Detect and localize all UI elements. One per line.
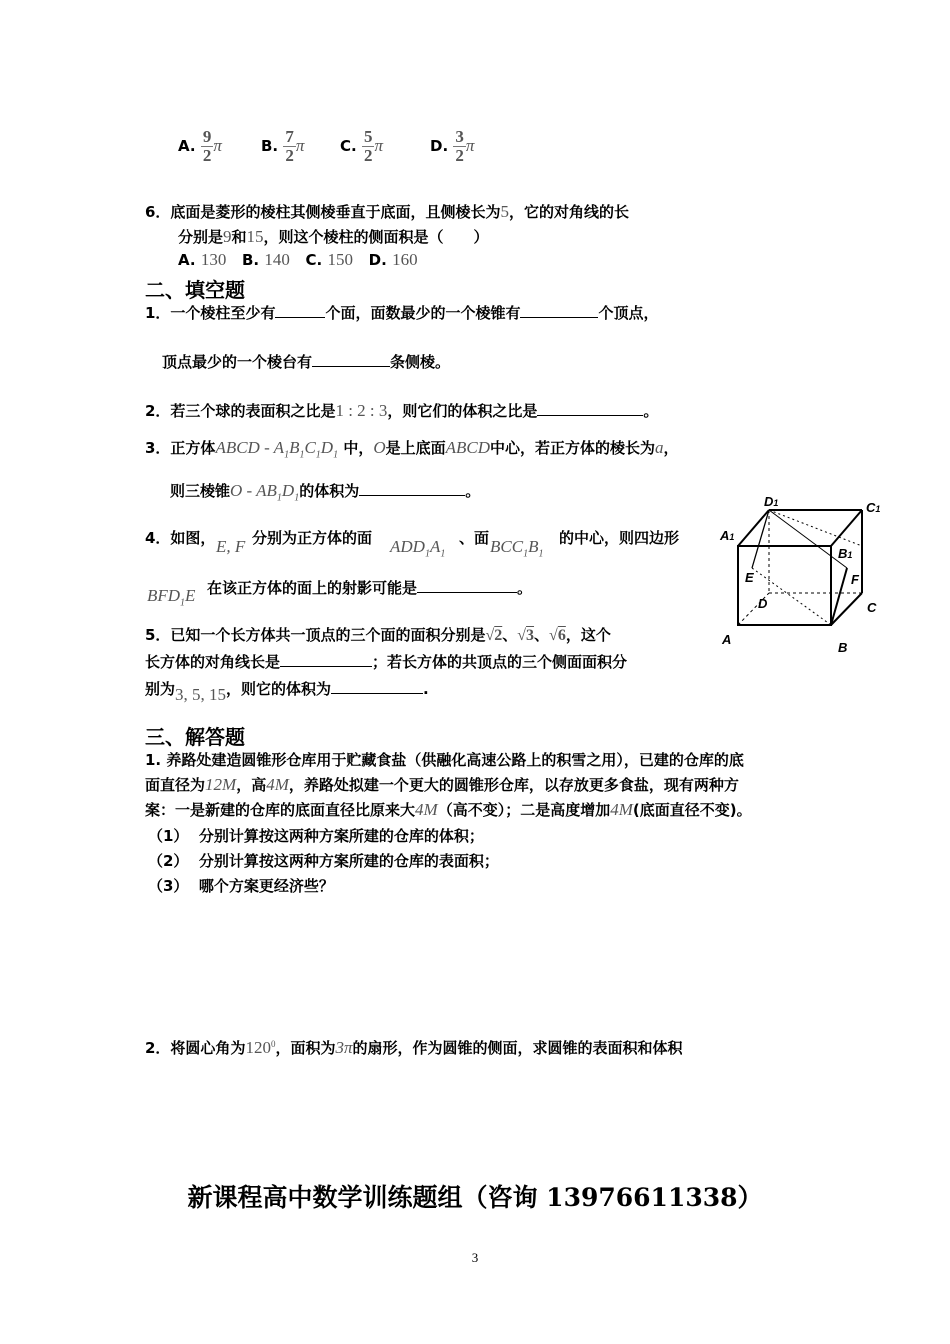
answer-blank[interactable] [331, 679, 423, 694]
s1-line3: 案：一是新建的仓库的底面直径比原来大4M（高不变）；二是高度增加4M(底面直径不变)。 [145, 800, 752, 819]
label-b1: B1 [838, 546, 853, 561]
fill5-line2: 长方体的对角线长是 ；若长方体的共顶点的三个侧面面积分 [145, 653, 628, 671]
label-c1: C1 [866, 500, 881, 515]
answer-blank[interactable] [417, 578, 517, 593]
label-f: F [851, 572, 859, 587]
fill5-line1: 5．已知一个长方体共一顶点的三个面的面积分别是√2、√3、√6，这个 [145, 626, 611, 644]
q6-options: A. 130 B. 140 C. 150 D. 160 [178, 250, 418, 269]
fill4-line1b: 分别为正方体的面 [252, 529, 373, 547]
fill4-line1: 4．如图， [145, 529, 216, 547]
q5-option-a-label: A. [178, 137, 196, 155]
s1-part1: （1） 分别计算按这两种方案所建的仓库的体积； [148, 827, 484, 845]
label-a1: A1 [720, 528, 735, 543]
page-number: 3 [471, 1250, 479, 1265]
fill5-line3: 别为3, 5, 15，则它的体积为 . [145, 680, 429, 704]
fill4-math-face1: $ADD_1A_1$ [390, 537, 446, 560]
section-title-fill-in: 二、填空题 [145, 278, 245, 302]
math-cube-name: ABCD - $A_1B_1C_1D_1$ [215, 438, 339, 461]
footer-banner: 新课程高中数学训练题组（咨询 13976611338） [187, 1183, 763, 1212]
fill4-line1c: 、面 [459, 529, 490, 547]
answer-blank[interactable] [275, 303, 325, 318]
fill3-line2: 则三棱锥O - $AB_1D_1$的体积为 。 [170, 481, 481, 504]
answer-blank[interactable] [312, 352, 390, 367]
answer-blank[interactable] [359, 481, 465, 496]
label-c: C [867, 600, 877, 615]
s1-line2: 面直径为12M，高4M，养路处拟建一个更大的圆锥形仓库，以存放更多食盐，现有两种方 [145, 775, 739, 794]
fill1-line1: 1．一个棱柱至少有 个面，面数最少的一个棱锥有 个顶点， [145, 304, 659, 322]
label-e: E [745, 570, 754, 585]
q5-option-c-fraction: $\frac{5}{2}$ [363, 127, 373, 165]
q5-option-a-fraction: $\frac{9}{2}$ [202, 127, 212, 165]
fill4-line2: 在该正方体的面上的射影可能是 。 [207, 579, 533, 597]
fill2: 2．若三个球的表面积之比是1 : 2 : 3，则它们的体积之比是 。 [145, 401, 659, 420]
answer-blank[interactable] [537, 401, 643, 416]
s1-part2: （2） 分别计算按这两种方案所建的仓库的表面积； [148, 852, 499, 870]
fill4-math-face2: $BCC_1B_1$ [490, 537, 544, 560]
answer-blank[interactable] [280, 652, 372, 667]
label-a: A [722, 632, 732, 647]
label-d1: D1 [764, 494, 779, 509]
label-b: B [838, 640, 848, 655]
section-title-solutions: 三、解答题 [145, 725, 245, 749]
q5-option-d: D. $\frac{3}{2}$ π [430, 127, 475, 165]
fill3-line1: 3．正方体ABCD - $A_1B_1C_1D_1$ 中，O是上底面ABCD中心，若正方体的棱长为a， [145, 438, 679, 461]
q5-option-b: B. $\frac{7}{2}$ π [261, 127, 305, 165]
q5-option-b-fraction: $\frac{7}{2}$ [285, 127, 294, 165]
q6-line1: 6．底面是菱形的棱柱其侧棱垂直于底面，且侧棱长为5，它的对角线的长 [145, 202, 629, 221]
label-d: D [758, 596, 768, 611]
fill4-math-quad: $BFD_1E$ [147, 586, 196, 609]
fill4-math-ef: E, F [216, 537, 246, 556]
q5-option-d-fraction: $\frac{3}{2}$ [455, 127, 464, 165]
fill4-line1d: 的中心，则四边形 [559, 529, 680, 547]
q5-option-c: C. $\frac{5}{2}$ π [340, 127, 383, 165]
cube-figure [700, 490, 910, 660]
answer-blank[interactable] [520, 303, 598, 318]
s2: 2．将圆心角为$120^0$，面积为3π的扇形，作为圆锥的侧面，求圆锥的表面积和体积 [145, 1038, 683, 1057]
s1-part3: （3） 哪个方案更经济些？ [148, 877, 334, 895]
q6-line2: 分别是9和15，则这个棱柱的侧面积是（ ） [178, 227, 489, 246]
fill1-line2: 顶点最少的一个棱台有 条侧棱。 [162, 353, 451, 371]
s1-line1: 1. 养路处建造圆锥形仓库用于贮藏食盐（供融化高速公路上的积雪之用），已建的仓库的底 [145, 751, 744, 769]
q5-options: A. $\frac{9}{2}$ π [178, 127, 222, 165]
